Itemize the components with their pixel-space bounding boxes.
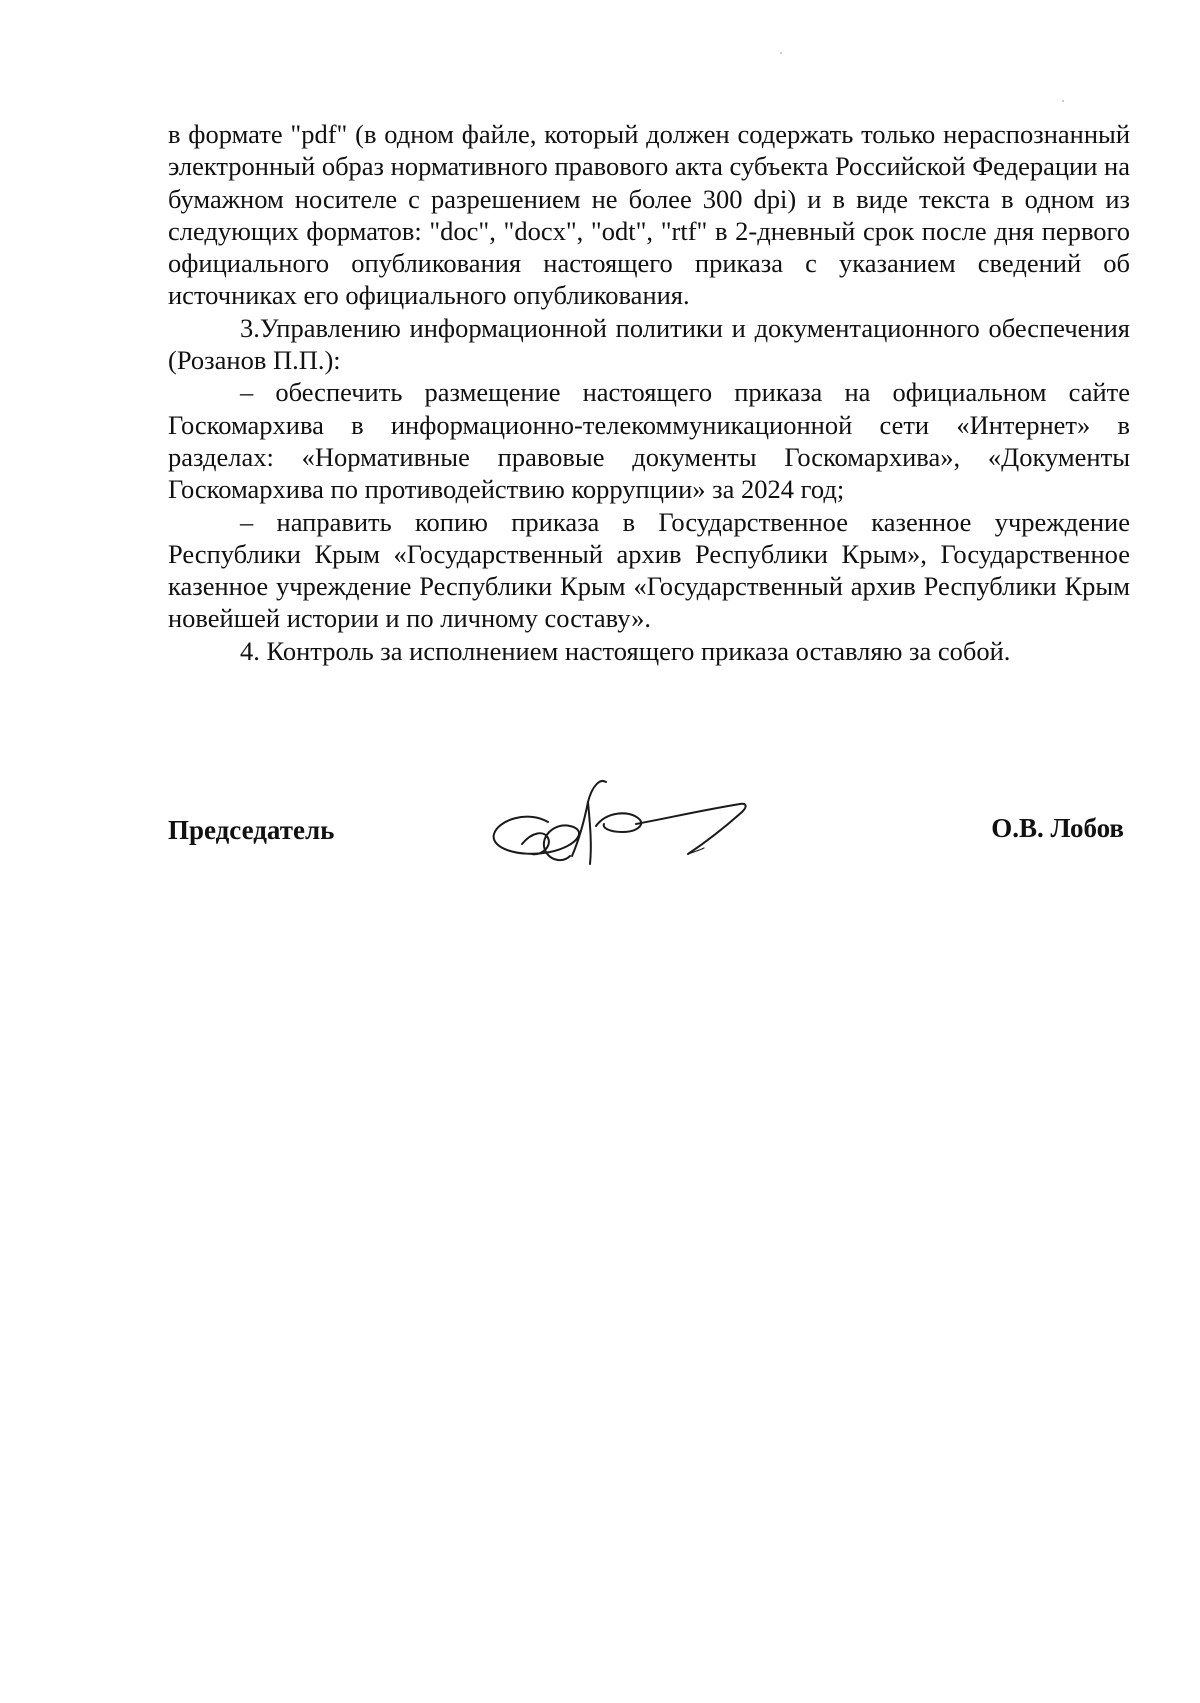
document-body <box>168 118 1130 667</box>
paragraph-publication-format: в формате "pdf" (в одном файле, который должен содержать только нераспознанный электронный образ нормативного правового акта субъекта Российской Федерации на бумажном носителе с разрешением не более 300 dpi) и в виде текста в одном из следующих форматов: "doc", "docx", "odt", "rtf" в 2-дневный срок после дня первого официального опубликования настоящего приказа с указанием сведений об источниках его официального опубликования. <box>168 119 1130 311</box>
scan-speck <box>780 52 782 54</box>
signer-position: Председатель <box>168 815 335 845</box>
signer-name: О.В. Лобов <box>991 813 1124 843</box>
paragraph-item-4: 4. Контроль за исполнением настоящего приказа оставляю за собой. <box>240 635 1011 666</box>
paragraph-item-3: 3.Управлению информационной политики и документационного обеспечения (Розанов П.П.): <box>168 312 1130 376</box>
paragraph-item-3-copy: – направить копию приказа в Государственное казенное учреждение Республики Крым «Государственный архив Республики Крым», Государственное казенное учреждение Республики Крым «Государственный архив Республики Крым новейшей истории и по личному составу». <box>168 506 1130 634</box>
paragraph-item-3-website: – обеспечить размещение настоящего приказа на официальном сайте Госкомархива в информационно-телекоммуникационной сети «Интернет» в разделах: «Нормативные правовые документы Госкомархива», «Документы Госкомархива по противодействию коррупции» за 2024 год; <box>168 377 1130 505</box>
scan-speck <box>1062 100 1064 102</box>
handwritten-signature-icon <box>488 772 768 872</box>
